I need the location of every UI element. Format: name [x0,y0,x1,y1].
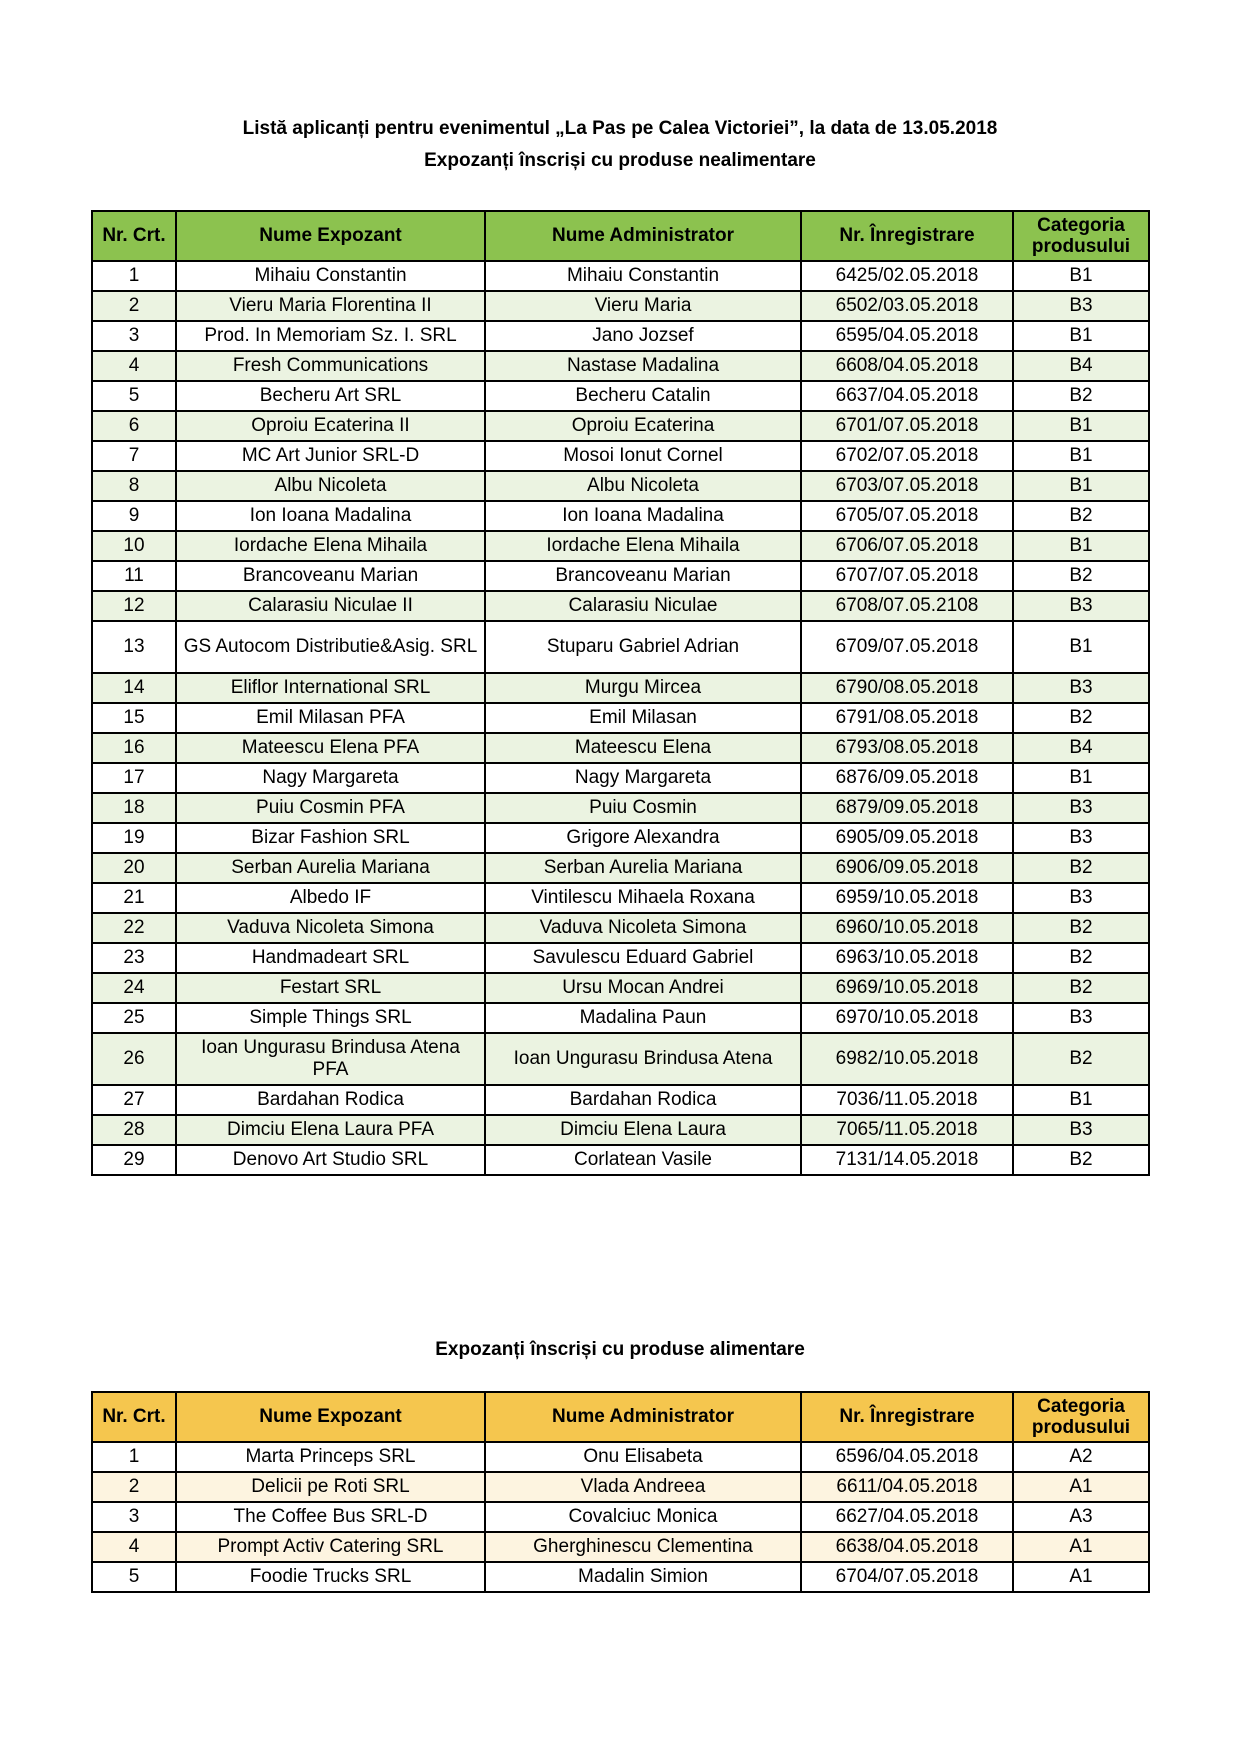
non-food-exhibitors-table [91,210,1150,1176]
cell-nr: 1 [92,1442,176,1472]
cell-registration: 6703/07.05.2018 [801,471,1013,501]
section-heading-food: Expozanți înscriși cu produse alimentare [435,1339,805,1360]
cell-nr: 14 [92,673,176,703]
cell-registration: 6704/07.05.2018 [801,1562,1013,1592]
table-row [92,261,1149,291]
cell-nr: 13 [92,621,176,673]
cell-administrator: Vaduva Nicoleta Simona [485,913,801,943]
cell-registration: 6906/09.05.2018 [801,853,1013,883]
cell-category: B3 [1013,1115,1149,1145]
cell-category: B1 [1013,763,1149,793]
cell-administrator: Corlatean Vasile [485,1145,801,1175]
cell-administrator: Nastase Madalina [485,351,801,381]
cell-nr: 28 [92,1115,176,1145]
cell-administrator: Onu Elisabeta [485,1442,801,1472]
column-header-nr: Nr. Crt. [92,211,176,261]
cell-registration: 7131/14.05.2018 [801,1145,1013,1175]
cell-administrator: Ursu Mocan Andrei [485,973,801,1003]
cell-exhibitor: Prompt Activ Catering SRL [176,1532,485,1562]
cell-nr: 27 [92,1085,176,1115]
cell-nr: 2 [92,291,176,321]
cell-administrator: Madalina Paun [485,1003,801,1033]
cell-category: B2 [1013,1033,1149,1085]
cell-category: A3 [1013,1502,1149,1532]
table-row [92,1562,1149,1592]
section-heading-non-food: Expozanți înscriși cu produse nealimentare [424,150,816,171]
cell-exhibitor: Prod. In Memoriam Sz. I. SRL [176,321,485,351]
cell-registration: 6963/10.05.2018 [801,943,1013,973]
cell-administrator: Serban Aurelia Mariana [485,853,801,883]
cell-category: B2 [1013,943,1149,973]
cell-exhibitor: Delicii pe Roti SRL [176,1472,485,1502]
cell-nr: 23 [92,943,176,973]
table-header-row [92,1392,1149,1442]
cell-category: B3 [1013,823,1149,853]
cell-administrator: Brancoveanu Marian [485,561,801,591]
cell-category: B2 [1013,853,1149,883]
cell-category: B3 [1013,591,1149,621]
cell-exhibitor: Handmadeart SRL [176,943,485,973]
cell-registration: 6502/03.05.2018 [801,291,1013,321]
cell-exhibitor: Bizar Fashion SRL [176,823,485,853]
cell-administrator: Becheru Catalin [485,381,801,411]
table-row [92,1442,1149,1472]
cell-category: B2 [1013,561,1149,591]
table-header-row [92,211,1149,261]
cell-category: B2 [1013,501,1149,531]
cell-exhibitor: Eliflor International SRL [176,673,485,703]
cell-registration: 6960/10.05.2018 [801,913,1013,943]
column-header-administrator: Nume Administrator [485,211,801,261]
column-header-exhibitor: Nume Expozant [176,211,485,261]
cell-administrator: Grigore Alexandra [485,823,801,853]
cell-registration: 6793/08.05.2018 [801,733,1013,763]
cell-exhibitor: Puiu Cosmin PFA [176,793,485,823]
cell-exhibitor: Serban Aurelia Mariana [176,853,485,883]
cell-category: B2 [1013,703,1149,733]
cell-administrator: Vlada Andreea [485,1472,801,1502]
document-title: Listă aplicanți pentru evenimentul „La Pas pe Calea Victoriei”, la data de 13.05.2018 [242,118,998,139]
cell-exhibitor: Albu Nicoleta [176,471,485,501]
cell-registration: 6702/07.05.2018 [801,441,1013,471]
cell-exhibitor: Festart SRL [176,973,485,1003]
cell-nr: 6 [92,411,176,441]
cell-exhibitor: Dimciu Elena Laura PFA [176,1115,485,1145]
food-exhibitors-table [91,1391,1150,1593]
cell-category: B4 [1013,733,1149,763]
cell-nr: 12 [92,591,176,621]
cell-registration: 6608/04.05.2018 [801,351,1013,381]
cell-registration: 6611/04.05.2018 [801,1472,1013,1502]
cell-administrator: Covalciuc Monica [485,1502,801,1532]
cell-exhibitor: Albedo IF [176,883,485,913]
table-row [92,883,1149,913]
cell-nr: 4 [92,351,176,381]
cell-exhibitor: Calarasiu Niculae II [176,591,485,621]
cell-administrator: Vieru Maria [485,291,801,321]
cell-registration: 6790/08.05.2018 [801,673,1013,703]
table-row [92,763,1149,793]
cell-registration: 6708/07.05.2108 [801,591,1013,621]
cell-category: B1 [1013,1085,1149,1115]
table-row [92,1115,1149,1145]
cell-category: B1 [1013,261,1149,291]
cell-nr: 16 [92,733,176,763]
cell-registration: 6969/10.05.2018 [801,973,1013,1003]
cell-category: B1 [1013,621,1149,673]
table-row [92,621,1149,673]
cell-exhibitor: Iordache Elena Mihaila [176,531,485,561]
table-row [92,913,1149,943]
cell-nr: 25 [92,1003,176,1033]
cell-registration: 6425/02.05.2018 [801,261,1013,291]
cell-administrator: Nagy Margareta [485,763,801,793]
cell-registration: 7036/11.05.2018 [801,1085,1013,1115]
cell-administrator: Puiu Cosmin [485,793,801,823]
cell-category: B1 [1013,471,1149,501]
table-row [92,531,1149,561]
cell-exhibitor: Nagy Margareta [176,763,485,793]
column-header-category: Categoria produsului [1013,1392,1149,1442]
cell-administrator: Oproiu Ecaterina [485,411,801,441]
cell-exhibitor: MC Art Junior SRL-D [176,441,485,471]
cell-exhibitor: Denovo Art Studio SRL [176,1145,485,1175]
cell-registration: 6637/04.05.2018 [801,381,1013,411]
cell-nr: 4 [92,1532,176,1562]
cell-administrator: Bardahan Rodica [485,1085,801,1115]
cell-category: B3 [1013,793,1149,823]
cell-exhibitor: Bardahan Rodica [176,1085,485,1115]
cell-exhibitor: Mihaiu Constantin [176,261,485,291]
cell-registration: 6701/07.05.2018 [801,411,1013,441]
cell-category: B3 [1013,883,1149,913]
table-row [92,853,1149,883]
cell-nr: 26 [92,1033,176,1085]
cell-registration: 6876/09.05.2018 [801,763,1013,793]
cell-category: A2 [1013,1442,1149,1472]
cell-category: A1 [1013,1532,1149,1562]
cell-registration: 6638/04.05.2018 [801,1532,1013,1562]
cell-category: B4 [1013,351,1149,381]
cell-administrator: Madalin Simion [485,1562,801,1592]
table-row [92,703,1149,733]
cell-category: B1 [1013,321,1149,351]
table-row [92,351,1149,381]
cell-administrator: Ion Ioana Madalina [485,501,801,531]
cell-registration: 6596/04.05.2018 [801,1442,1013,1472]
cell-administrator: Vintilescu Mihaela Roxana [485,883,801,913]
table-row [92,1033,1149,1085]
cell-administrator: Iordache Elena Mihaila [485,531,801,561]
cell-registration: 6879/09.05.2018 [801,793,1013,823]
cell-exhibitor: Oproiu Ecaterina II [176,411,485,441]
cell-nr: 19 [92,823,176,853]
cell-registration: 6707/07.05.2018 [801,561,1013,591]
cell-registration: 6709/07.05.2018 [801,621,1013,673]
cell-administrator: Murgu Mircea [485,673,801,703]
cell-administrator: Gherghinescu Clementina [485,1532,801,1562]
cell-nr: 20 [92,853,176,883]
cell-category: B2 [1013,381,1149,411]
cell-category: B2 [1013,1145,1149,1175]
table-row [92,793,1149,823]
cell-exhibitor: Vieru Maria Florentina II [176,291,485,321]
table-row [92,291,1149,321]
cell-nr: 24 [92,973,176,1003]
cell-administrator: Calarasiu Niculae [485,591,801,621]
cell-exhibitor: Fresh Communications [176,351,485,381]
cell-administrator: Emil Milasan [485,703,801,733]
cell-administrator: Mosoi Ionut Cornel [485,441,801,471]
cell-nr: 10 [92,531,176,561]
table-row [92,1502,1149,1532]
table-row [92,411,1149,441]
table-row [92,471,1149,501]
cell-category: B1 [1013,441,1149,471]
table-row [92,823,1149,853]
cell-category: A1 [1013,1472,1149,1502]
cell-nr: 22 [92,913,176,943]
cell-nr: 8 [92,471,176,501]
table-row [92,733,1149,763]
cell-exhibitor: Emil Milasan PFA [176,703,485,733]
table-row [92,673,1149,703]
cell-category: B1 [1013,411,1149,441]
cell-exhibitor: GS Autocom Distributie&Asig. SRL [176,621,485,673]
cell-registration: 6970/10.05.2018 [801,1003,1013,1033]
column-header-registration: Nr. Înregistrare [801,1392,1013,1442]
column-header-category: Categoria produsului [1013,211,1149,261]
cell-registration: 6982/10.05.2018 [801,1033,1013,1085]
cell-category: A1 [1013,1562,1149,1592]
cell-exhibitor: Marta Princeps SRL [176,1442,485,1472]
cell-nr: 18 [92,793,176,823]
table-row [92,1532,1149,1562]
table-row [92,561,1149,591]
cell-registration: 6705/07.05.2018 [801,501,1013,531]
cell-exhibitor: Vaduva Nicoleta Simona [176,913,485,943]
cell-registration: 6905/09.05.2018 [801,823,1013,853]
cell-administrator: Albu Nicoleta [485,471,801,501]
cell-exhibitor: The Coffee Bus SRL-D [176,1502,485,1532]
cell-exhibitor: Mateescu Elena PFA [176,733,485,763]
cell-nr: 21 [92,883,176,913]
table-row [92,381,1149,411]
cell-administrator: Dimciu Elena Laura [485,1115,801,1145]
cell-administrator: Mateescu Elena [485,733,801,763]
cell-administrator: Stuparu Gabriel Adrian [485,621,801,673]
column-header-exhibitor: Nume Expozant [176,1392,485,1442]
cell-nr: 17 [92,763,176,793]
cell-category: B1 [1013,531,1149,561]
cell-registration: 7065/11.05.2018 [801,1115,1013,1145]
cell-nr: 9 [92,501,176,531]
cell-administrator: Ioan Ungurasu Brindusa Atena [485,1033,801,1085]
cell-registration: 6706/07.05.2018 [801,531,1013,561]
cell-exhibitor: Ion Ioana Madalina [176,501,485,531]
cell-nr: 3 [92,321,176,351]
cell-category: B3 [1013,291,1149,321]
table-row [92,1472,1149,1502]
cell-nr: 29 [92,1145,176,1175]
cell-nr: 15 [92,703,176,733]
table-row [92,943,1149,973]
cell-registration: 6595/04.05.2018 [801,321,1013,351]
cell-administrator: Mihaiu Constantin [485,261,801,291]
cell-administrator: Jano Jozsef [485,321,801,351]
table-row [92,321,1149,351]
table-row [92,1003,1149,1033]
column-header-administrator: Nume Administrator [485,1392,801,1442]
table-row [92,1145,1149,1175]
cell-administrator: Savulescu Eduard Gabriel [485,943,801,973]
cell-nr: 11 [92,561,176,591]
table-row [92,501,1149,531]
cell-exhibitor: Foodie Trucks SRL [176,1562,485,1592]
cell-nr: 3 [92,1502,176,1532]
cell-exhibitor: Brancoveanu Marian [176,561,485,591]
cell-registration: 6627/04.05.2018 [801,1502,1013,1532]
cell-registration: 6791/08.05.2018 [801,703,1013,733]
table-row [92,441,1149,471]
cell-exhibitor: Becheru Art SRL [176,381,485,411]
cell-category: B3 [1013,673,1149,703]
cell-nr: 5 [92,381,176,411]
cell-exhibitor: Simple Things SRL [176,1003,485,1033]
cell-exhibitor: Ioan Ungurasu Brindusa Atena PFA [176,1033,485,1085]
table-row [92,973,1149,1003]
cell-nr: 5 [92,1562,176,1592]
column-header-nr: Nr. Crt. [92,1392,176,1442]
column-header-registration: Nr. Înregistrare [801,211,1013,261]
cell-category: B2 [1013,973,1149,1003]
cell-nr: 2 [92,1472,176,1502]
table-row [92,1085,1149,1115]
cell-category: B3 [1013,1003,1149,1033]
cell-nr: 1 [92,261,176,291]
cell-nr: 7 [92,441,176,471]
cell-category: B2 [1013,913,1149,943]
table-row [92,591,1149,621]
cell-registration: 6959/10.05.2018 [801,883,1013,913]
